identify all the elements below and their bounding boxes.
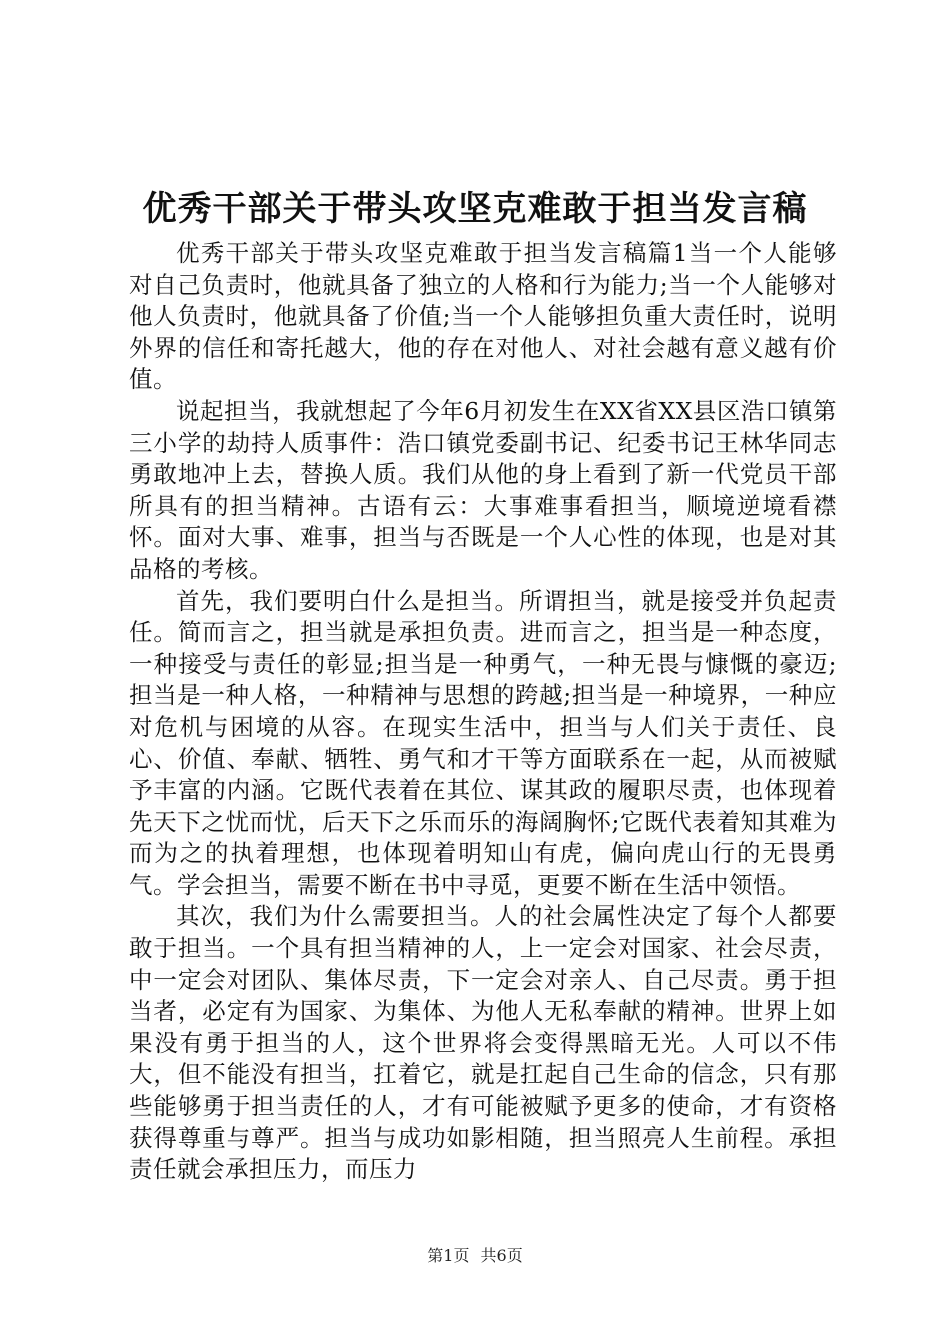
paragraph-2: 说起担当，我就想起了今年6月初发生在XX省XX县区浩口镇第三小学的劫持人质事件：浩口镇党委副书记、纪委书记王林华同志勇敢地冲上去，替换人质。我们从他的身上看到了新一代党员干部所具有的担当精神。古语有云：大事难事看担当，顺境逆境看襟怀。面对大事、难事，担当与否既是一个人心性的体现，也是对其品格的考核。 — [129, 396, 837, 583]
page-number: 第1页 — [427, 1246, 470, 1265]
paragraph-3: 首先，我们要明白什么是担当。所谓担当，就是接受并负起责任。简而言之，担当就是承担负责。进而言之，担当是一种态度，一种接受与责任的彰显;担当是一种勇气，一种无畏与慷慨的豪迈;担当是一种人格，一种精神与思想的跨越;担当是一种境界，一种应对危机与困境的从容。在现实生活中，担当与人们关于责任、良心、价值、奉献、牺牲、勇气和才干等方面联系在一起，从而被赋予丰富的内涵。它既代表着在其位、谋其政的履职尽责，也体现着先天下之忧而忧，后天下之乐而乐的海阔胸怀;它既代表着知其难为而为之的执着理想，也体现着明知山有虎，偏向虎山行的无畏勇气。学会担当，需要不断在书中寻觅，更要不断在生活中领悟。 — [129, 586, 837, 899]
page-footer — [0, 1245, 950, 1267]
paragraph-1: 优秀干部关于带头攻坚克难敢于担当发言稿篇1当一个人能够对自己负责时，他就具备了独立的人格和行为能力;当一个人能够对他人负责时，他就具备了价值;当一个人能够担负重大责任时，说明外界的信任和寄托越大，他的存在对他人、对社会越有意义越有价值。 — [129, 239, 837, 394]
document-title: 优秀干部关于带头攻坚克难敢于担当发言稿 — [142, 189, 808, 229]
page-total: 共6页 — [480, 1246, 523, 1265]
paragraph-4: 其次，我们为什么需要担当。人的社会属性决定了每个人都要敢于担当。一个具有担当精神的人，上一定会对国家、社会尽责，中一定会对团队、集体尽责，下一定会对亲人、自己尽责。勇于担当者，必定有为国家、为集体、为他人无私奉献的精神。世界上如果没有勇于担当的人，这个世界将会变得黑暗无光。人可以不伟大，但不能没有担当，扛着它，就是扛起自己生命的信念，只有那些能够勇于担当责任的人，才有可能被赋予更多的使命，才有资格获得尊重与尊严。担当与成功如影相随，担当照亮人生前程。承担责任就会承担压力，而压力 — [129, 902, 837, 1184]
document-body — [129, 238, 837, 1186]
